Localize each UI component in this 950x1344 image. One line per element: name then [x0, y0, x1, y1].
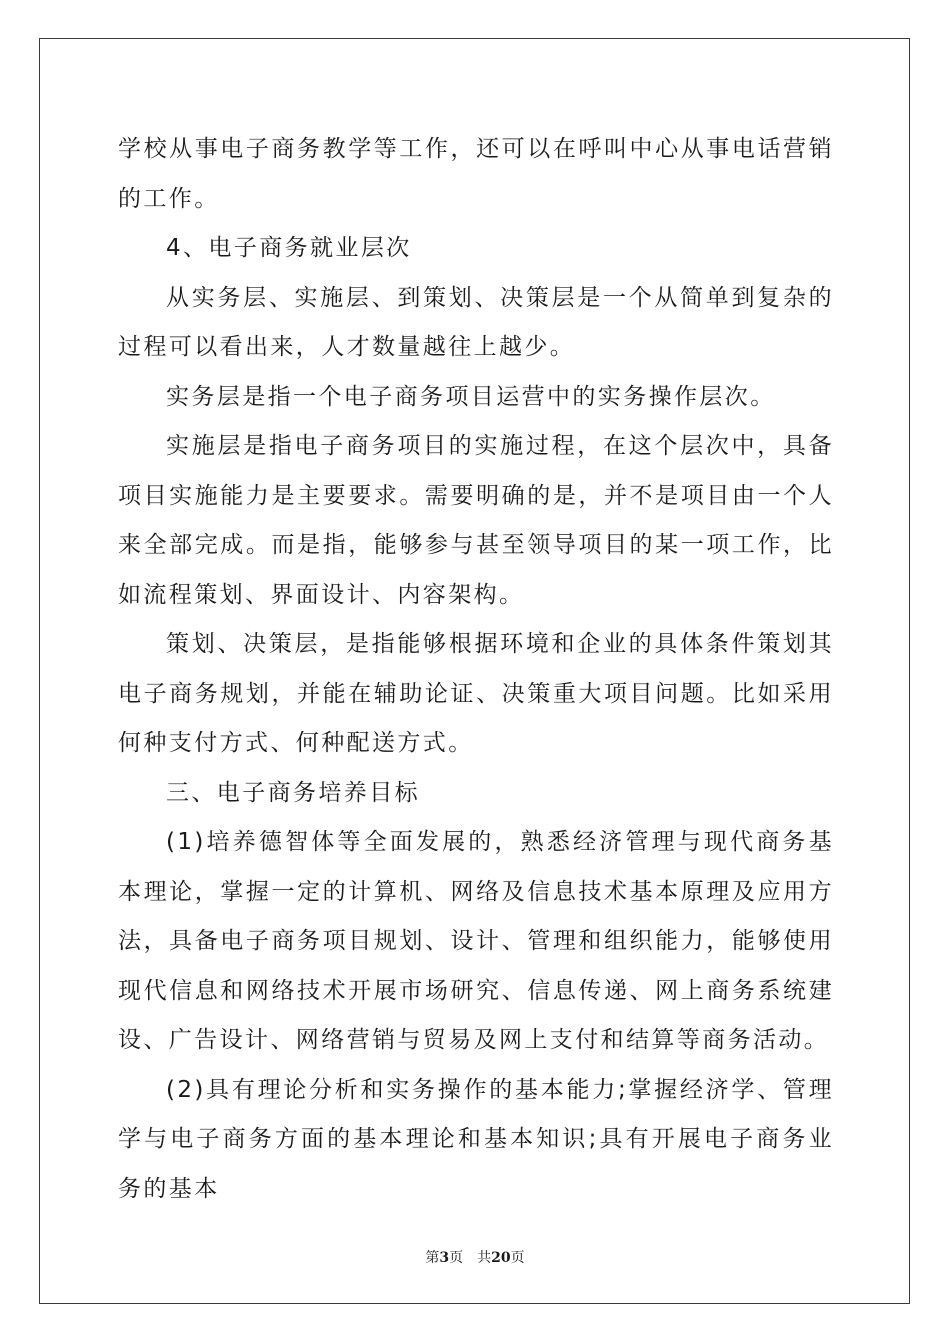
footer-page-unit: 页 — [449, 1250, 464, 1266]
section-heading-training-goals: 三、电子商务培养目标 — [166, 779, 420, 806]
page-footer — [0, 1247, 950, 1267]
footer-total-prefix: 共 — [477, 1250, 492, 1266]
paragraph-5: 实施层是指电子商务项目的实施过程，在这个层次中，具备项目实施能力是主要要求。需要明确的是，并不是项目由一个人来全部完成。而是指，能够参与甚至领导项目的某一项工作，比如流程策划、界面设计、内容架构。 — [118, 433, 834, 608]
document-body — [118, 125, 834, 1214]
footer-total-pages: 20 — [491, 1250, 511, 1266]
paragraph-1: 学校从事电子商务教学等工作，还可以在呼叫中心从事电话营销的工作。 — [118, 136, 834, 212]
paragraph-8: (1)培养德智体等全面发展的，熟悉经济管理与现代商务基本理论，掌握一定的计算机、网络及信息技术基本原理及应用方法，具备电子商务项目规划、设计、管理和组织能力，能够使用现代信息和网络技术开展市场研究、信息传递、网上商务系统建设、广告设计、网络营销与贸易及网上支付和结算等商务活动。 — [118, 829, 834, 1053]
footer-prefix: 第 — [425, 1250, 440, 1266]
section-heading-employment-levels: 4、电子商务就业层次 — [166, 235, 412, 261]
paragraph-9: (2)具有理论分析和实务操作的基本能力;掌握经济学、管理学与电子商务方面的基本理论和基本知识;具有开展电子商务业务的基本 — [118, 1076, 834, 1202]
paragraph-3: 从实务层、实施层、到策划、决策层是一个从简单到复杂的过程可以看出来，人才数量越往上越少。 — [118, 284, 834, 360]
footer-current-page: 3 — [439, 1250, 450, 1266]
footer-total-unit: 页 — [510, 1250, 525, 1266]
paragraph-4: 实务层是指一个电子商务项目运营中的实务操作层次。 — [166, 383, 776, 410]
paragraph-6: 策划、决策层，是指能够根据环境和企业的具体条件策划其电子商务规划，并能在辅助论证、决策重大项目问题。比如采用何种支付方式、何种配送方式。 — [118, 631, 834, 756]
